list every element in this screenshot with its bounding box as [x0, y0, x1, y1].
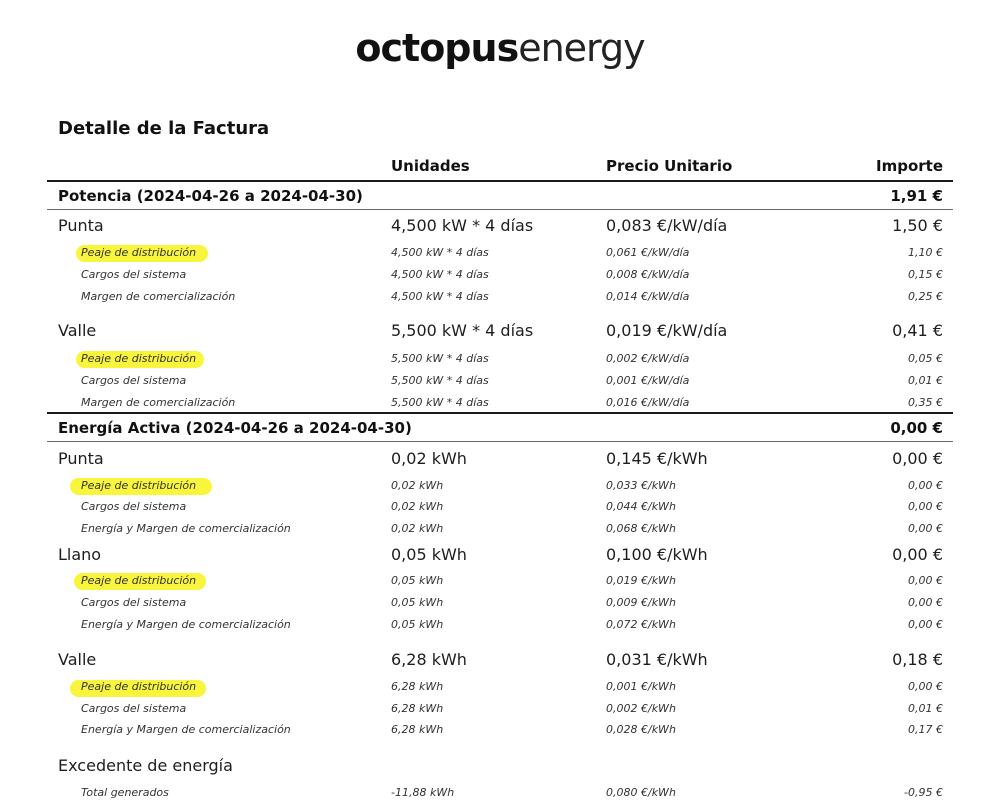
sub-amount: 1,10 € — [908, 246, 943, 259]
sub-item — [0, 500, 1000, 522]
sub-label: Cargos del sistema — [81, 500, 187, 513]
line-price: 0,100 €/kWh — [606, 545, 708, 564]
sub-label: Cargos del sistema — [81, 596, 187, 609]
line-item — [0, 650, 1000, 672]
line-label: Valle — [58, 321, 97, 340]
sub-units: 0,05 kWh — [391, 574, 444, 587]
sub-label: Peaje de distribución — [81, 574, 197, 587]
sub-units: 6,28 kWh — [391, 702, 444, 715]
sub-item — [0, 479, 1000, 501]
line-price: 0,031 €/kWh — [606, 650, 708, 669]
line-units: 6,28 kWh — [391, 650, 467, 669]
sub-amount: 0,00 € — [908, 574, 943, 587]
sub-item — [0, 522, 1000, 544]
sub-label: Margen de comercialización — [81, 396, 236, 409]
sub-units: -11,88 kWh — [391, 786, 455, 799]
sub-label: Cargos del sistema — [81, 268, 187, 281]
sub-units: 5,500 kW * 4 días — [391, 352, 489, 365]
section-total: 0,00 € — [890, 419, 943, 437]
line-amount: 0,00 € — [892, 449, 943, 468]
sub-price: 0,028 €/kWh — [606, 723, 676, 736]
sub-amount: 0,05 € — [908, 352, 943, 365]
sub-item — [0, 680, 1000, 702]
line-units: 0,05 kWh — [391, 545, 467, 564]
sub-item — [0, 246, 1000, 268]
line-item — [0, 216, 1000, 238]
sub-units: 0,05 kWh — [391, 596, 444, 609]
line-label: Punta — [58, 449, 104, 468]
sub-label: Peaje de distribución — [81, 479, 197, 492]
sub-price: 0,061 €/kW/día — [606, 246, 690, 259]
sub-price: 0,072 €/kWh — [606, 618, 676, 631]
section-header-potencia — [58, 187, 943, 209]
page-title: Detalle de la Factura — [58, 118, 270, 139]
line-units: 0,02 kWh — [391, 449, 467, 468]
sub-price: 0,044 €/kWh — [606, 500, 676, 513]
sub-item — [0, 574, 1000, 596]
line-units: 5,500 kW * 4 días — [391, 321, 534, 340]
sub-label: Energía y Margen de comercialización — [81, 618, 291, 631]
sub-label: Total generados — [81, 786, 169, 799]
sub-units: 0,02 kWh — [391, 479, 444, 492]
sub-label: Cargos del sistema — [81, 374, 187, 387]
sub-price: 0,001 €/kWh — [606, 680, 676, 693]
octopus-energy-logo — [0, 26, 1000, 70]
column-header-units: Unidades — [391, 157, 470, 175]
sub-units: 5,500 kW * 4 días — [391, 374, 489, 387]
section-title: Energía Activa (2024-04-26 a 2024-04-30) — [58, 419, 412, 437]
sub-amount: 0,15 € — [908, 268, 943, 281]
line-units: 4,500 kW * 4 días — [391, 216, 534, 235]
line-price: 0,083 €/kW/día — [606, 216, 728, 235]
sub-label: Energía y Margen de comercialización — [81, 723, 291, 736]
logo-bold: octopus — [355, 26, 519, 70]
sub-units: 4,500 kW * 4 días — [391, 246, 489, 259]
line-item-excedente — [0, 756, 1000, 778]
sub-units: 0,02 kWh — [391, 522, 444, 535]
section-header-energia — [58, 419, 943, 441]
sub-label: Margen de comercialización — [81, 290, 236, 303]
sub-units: 6,28 kWh — [391, 680, 444, 693]
sub-label: Peaje de distribución — [81, 352, 197, 365]
divider — [47, 209, 953, 210]
divider — [47, 412, 953, 414]
section-title: Potencia (2024-04-26 a 2024-04-30) — [58, 187, 363, 205]
line-label: Llano — [58, 545, 102, 564]
line-item — [0, 449, 1000, 471]
sub-amount: 0,35 € — [908, 396, 943, 409]
sub-item — [0, 290, 1000, 312]
sub-label: Peaje de distribución — [81, 246, 197, 259]
sub-price: 0,002 €/kWh — [606, 702, 676, 715]
sub-item — [0, 723, 1000, 745]
divider — [47, 180, 953, 182]
sub-price: 0,033 €/kWh — [606, 479, 676, 492]
sub-amount: 0,00 € — [908, 680, 943, 693]
sub-amount: 0,00 € — [908, 522, 943, 535]
sub-item — [0, 786, 1000, 807]
sub-price: 0,019 €/kWh — [606, 574, 676, 587]
sub-price: 0,009 €/kWh — [606, 596, 676, 609]
sub-amount: 0,00 € — [908, 596, 943, 609]
sub-price: 0,008 €/kW/día — [606, 268, 690, 281]
column-header-amount: Importe — [876, 157, 943, 175]
sub-price: 0,080 €/kWh — [606, 786, 676, 799]
sub-label: Energía y Margen de comercialización — [81, 522, 291, 535]
sub-price: 0,001 €/kW/día — [606, 374, 690, 387]
sub-amount: 0,01 € — [908, 702, 943, 715]
sub-units: 0,02 kWh — [391, 500, 444, 513]
sub-units: 4,500 kW * 4 días — [391, 290, 489, 303]
sub-amount: -0,95 € — [904, 786, 943, 799]
logo-light: energy — [518, 26, 645, 70]
sub-item — [0, 352, 1000, 374]
sub-item — [0, 374, 1000, 396]
sub-amount: 0,00 € — [908, 479, 943, 492]
line-label: Valle — [58, 650, 97, 669]
sub-units: 6,28 kWh — [391, 723, 444, 736]
sub-item — [0, 618, 1000, 640]
line-amount: 1,50 € — [892, 216, 943, 235]
section-total: 1,91 € — [890, 187, 943, 205]
line-label: Excedente de energía — [58, 756, 233, 775]
sub-item — [0, 596, 1000, 618]
sub-amount: 0,00 € — [908, 618, 943, 631]
sub-units: 5,500 kW * 4 días — [391, 396, 489, 409]
line-amount: 0,18 € — [892, 650, 943, 669]
line-amount: 0,00 € — [892, 545, 943, 564]
sub-price: 0,002 €/kW/día — [606, 352, 690, 365]
sub-units: 4,500 kW * 4 días — [391, 268, 489, 281]
sub-label: Cargos del sistema — [81, 702, 187, 715]
line-price: 0,145 €/kWh — [606, 449, 708, 468]
sub-amount: 0,01 € — [908, 374, 943, 387]
sub-amount: 0,00 € — [908, 500, 943, 513]
sub-amount: 0,17 € — [908, 723, 943, 736]
sub-item — [0, 702, 1000, 724]
line-label: Punta — [58, 216, 104, 235]
line-item — [0, 321, 1000, 343]
line-item — [0, 545, 1000, 567]
line-price: 0,019 €/kW/día — [606, 321, 728, 340]
sub-item — [0, 396, 1000, 418]
sub-price: 0,068 €/kWh — [606, 522, 676, 535]
sub-amount: 0,25 € — [908, 290, 943, 303]
column-header-price: Precio Unitario — [606, 157, 733, 175]
sub-label: Peaje de distribución — [81, 680, 197, 693]
sub-item — [0, 268, 1000, 290]
divider — [47, 441, 953, 442]
line-amount: 0,41 € — [892, 321, 943, 340]
sub-units: 0,05 kWh — [391, 618, 444, 631]
sub-price: 0,014 €/kW/día — [606, 290, 690, 303]
sub-price: 0,016 €/kW/día — [606, 396, 690, 409]
